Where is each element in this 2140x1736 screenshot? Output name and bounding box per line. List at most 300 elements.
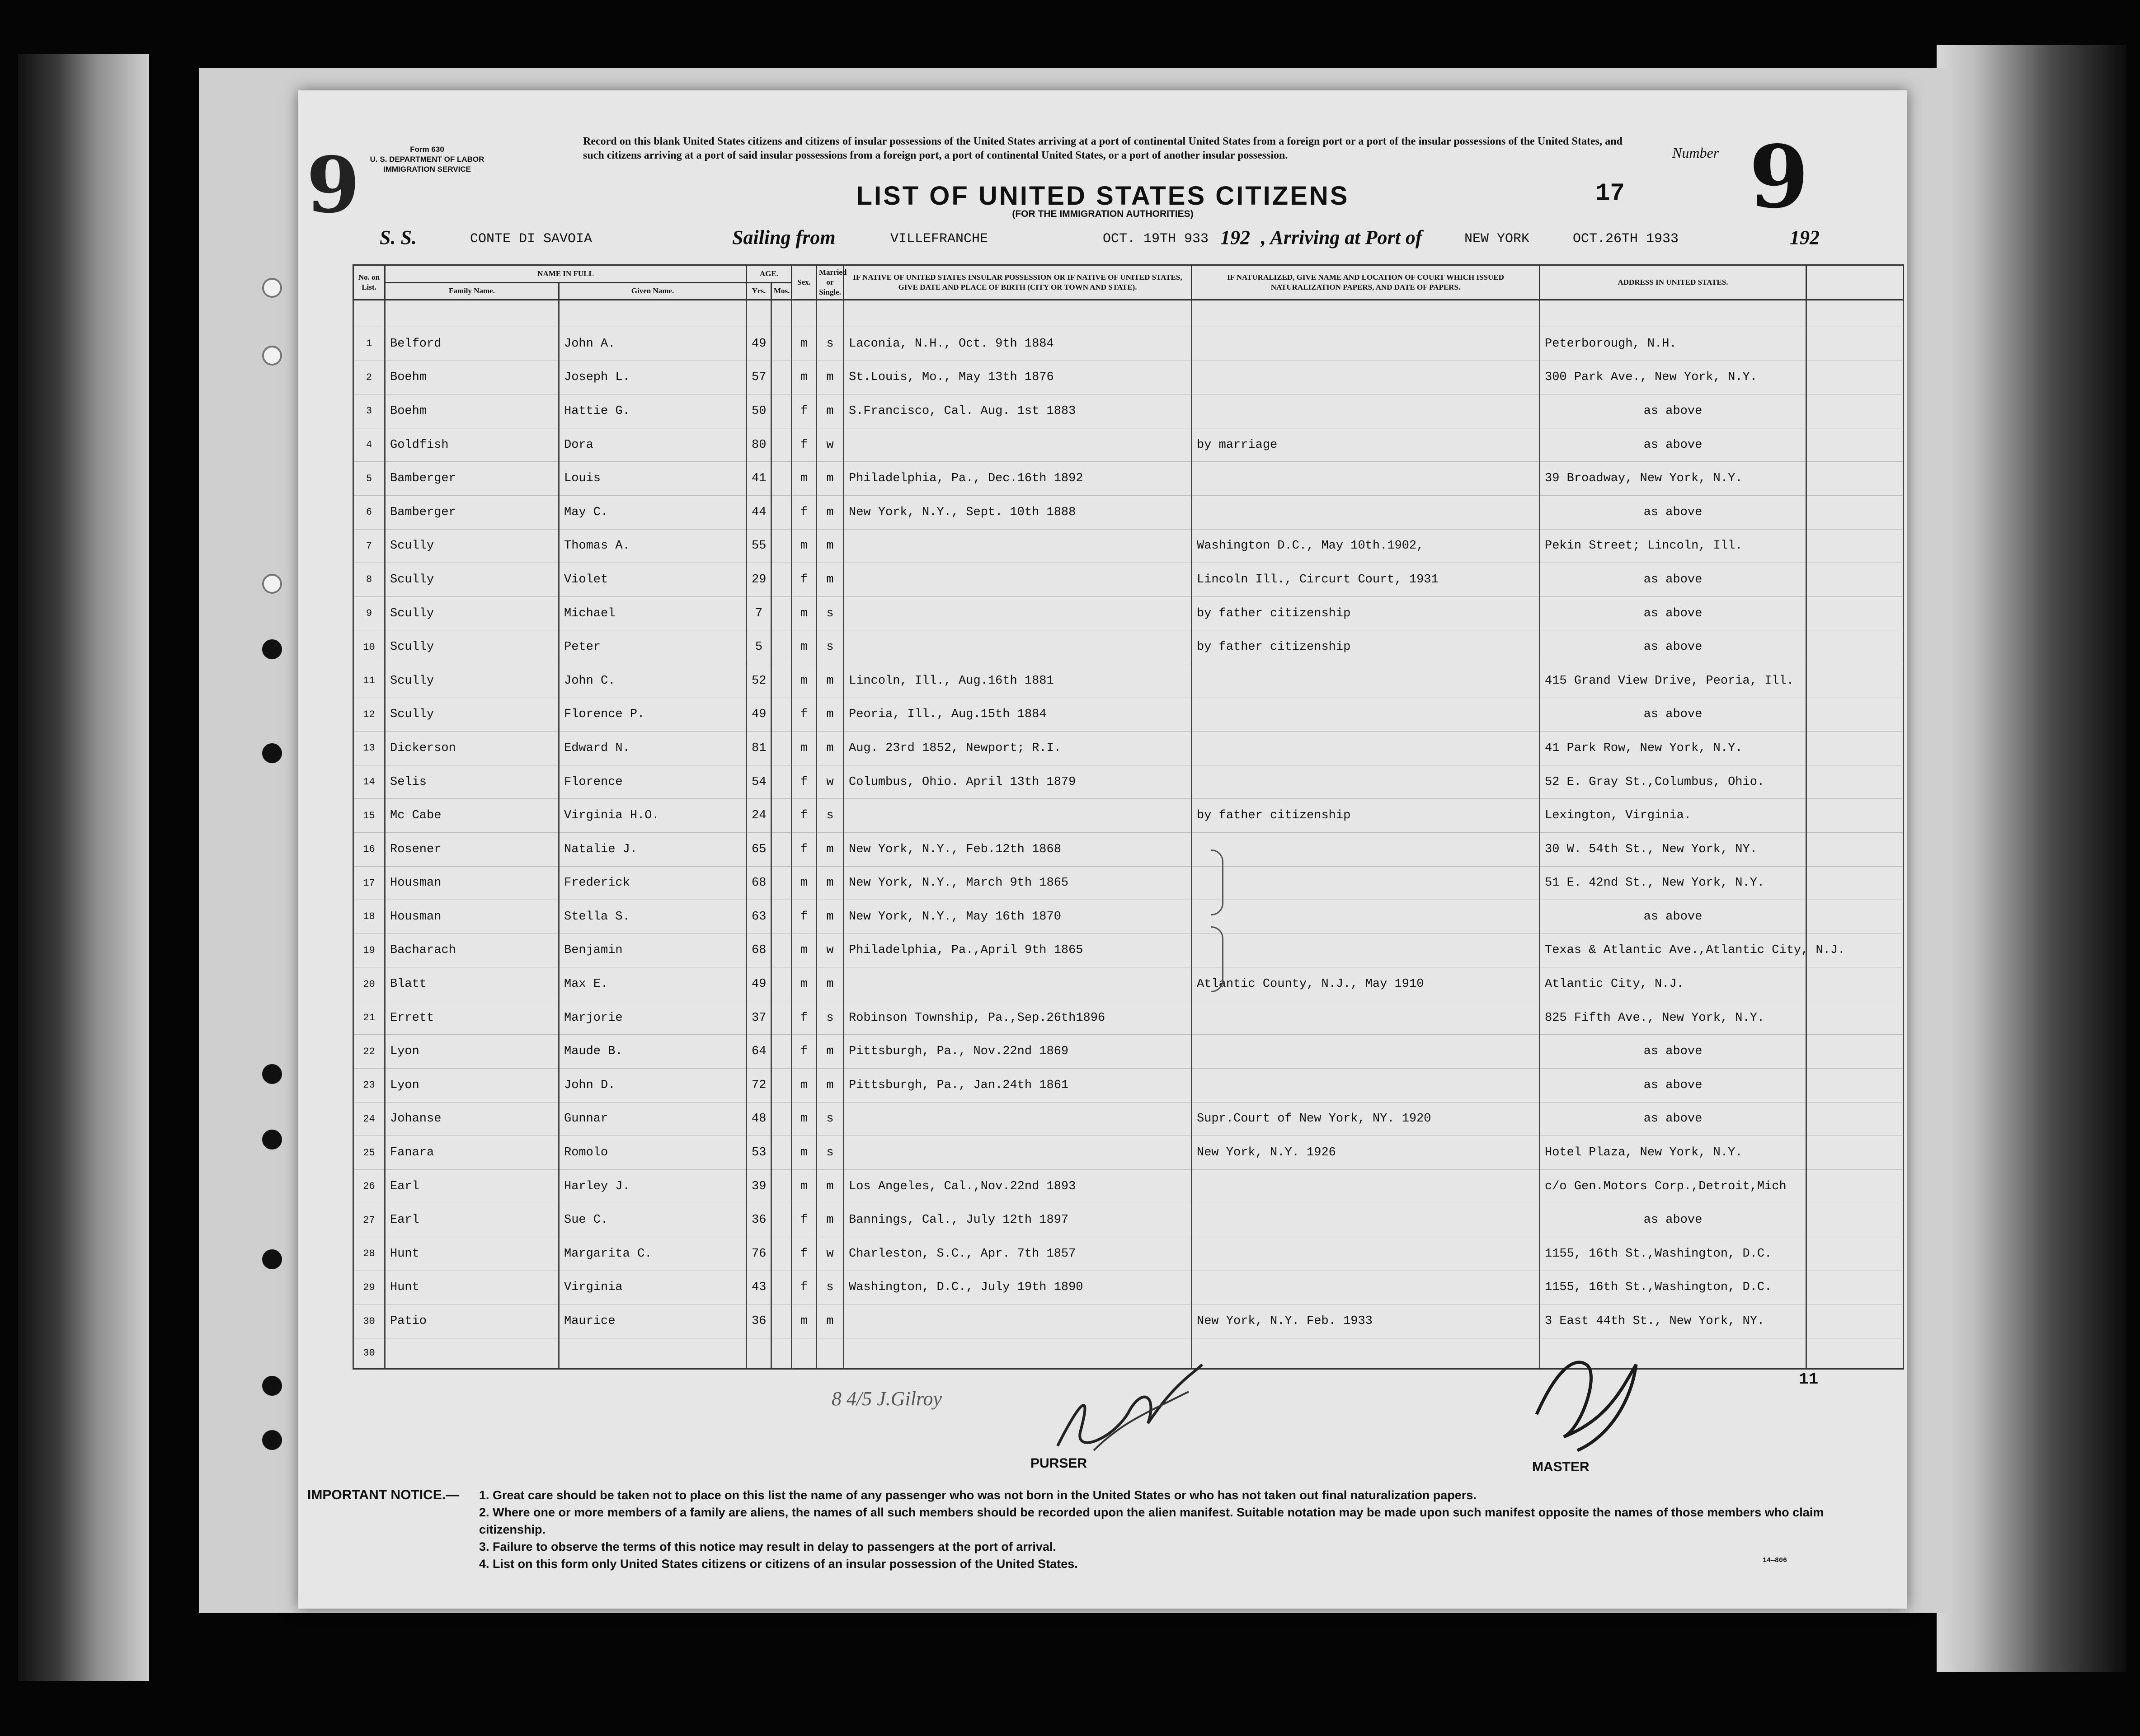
table-row [353,1203,1904,1237]
blank-cell [1806,1102,1904,1136]
birth-cell: Philadelphia, Pa., Dec.16th 1892 [844,462,1192,496]
blank-cell [1806,630,1904,664]
sex-cell: f [792,1237,817,1271]
age-years-cell: 80 [747,428,771,462]
marital-status-cell: s [817,1102,844,1136]
marital-status-cell: s [817,1001,844,1035]
naturalization-cell [1192,866,1540,900]
notice-item: 4. List on this form only United States citizens or citizens of an insular possession of the United States. [479,1557,1078,1571]
blank-cell [1806,563,1904,597]
marital-status-cell: m [817,1304,844,1338]
blank-cell [1806,866,1904,900]
blank-cell [1806,1304,1904,1338]
notice-item: 3. Failure to observe the terms of this notice may result in delay to passengers at the port of arrival. [479,1540,1056,1553]
age-months-cell [771,428,792,462]
address-cell: Atlantic City, N.J. [1540,967,1806,1001]
family-name-cell: Earl [385,1169,559,1203]
naturalization-cell [1192,900,1540,934]
given-name-cell: Michael [559,596,747,630]
sex-cell: f [792,698,817,732]
family-name-cell: Hunt [385,1237,559,1271]
naturalization-cell [1192,832,1540,866]
age-months-cell [771,1169,792,1203]
address-cell: 3 East 44th St., New York, NY. [1540,1304,1806,1338]
naturalization-cell [1192,934,1540,967]
age-months-cell [771,394,792,428]
birth-cell: Bannings, Cal., July 12th 1897 [844,1203,1192,1237]
sailing-port: VILLEFRANCHE [890,231,988,247]
sex-cell: m [792,934,817,967]
given-name-cell: Natalie J. [559,832,747,866]
blank-cell [1806,732,1904,765]
sex-cell: m [792,732,817,765]
header-spacer-row [353,300,1904,327]
table-row [353,732,1904,765]
age-years-cell: 49 [747,698,771,732]
blank-cell [1806,596,1904,630]
table-row [353,900,1904,934]
age-years-cell: 24 [747,799,771,833]
family-name-cell: Bacharach [385,934,559,967]
table-row [353,495,1904,529]
naturalization-cell: Lincoln Ill., Circurt Court, 1931 [1192,563,1540,597]
family-name-cell: Boehm [385,361,559,394]
birth-cell: St.Louis, Mo., May 13th 1876 [844,361,1192,394]
blank-cell [1806,1271,1904,1304]
marital-status-cell: s [817,1136,844,1170]
year-suffix-1: 192 [1220,226,1250,249]
col-birth: IF NATIVE OF UNITED STATES INSULAR POSSESSION OR IF NATIVE OF UNITED STATES, GIVE DATE AND PLACE OF BIRTH (CITY OR TOWN AND STATE). [844,265,1192,300]
address-cell: Lexington, Virginia. [1540,799,1806,833]
blank-cell [1806,1338,1904,1369]
given-name-cell: Joseph L. [559,361,747,394]
row-number: 26 [353,1169,385,1203]
age-months-cell [771,934,792,967]
birth-cell: Pittsburgh, Pa., Jan.24th 1861 [844,1069,1192,1103]
naturalization-cell: by father citizenship [1192,596,1540,630]
naturalization-cell [1192,765,1540,799]
given-name-cell: May C. [559,495,747,529]
form-code: 14—806 [1763,1557,1787,1564]
family-name-cell: Scully [385,529,559,563]
address-cell: 41 Park Row, New York, N.Y. [1540,732,1806,765]
birth-cell: New York, N.Y., Feb.12th 1868 [844,832,1192,866]
notice-body [479,1487,1876,1572]
age-years-cell: 50 [747,394,771,428]
row-number: 27 [353,1203,385,1237]
blank-cell [817,1338,844,1369]
table-row [353,1271,1904,1304]
family-name-cell: Scully [385,698,559,732]
blank-cell [1806,495,1904,529]
service-label: IMMIGRATION SERVICE [383,165,471,174]
address-cell: 52 E. Gray St.,Columbus, Ohio. [1540,765,1806,799]
family-name-cell: Mc Cabe [385,799,559,833]
address-cell: as above [1540,1035,1806,1069]
row-number: 2 [353,361,385,394]
passenger-table [353,264,1904,1370]
marital-status-cell: w [817,428,844,462]
marital-status-cell: w [817,1237,844,1271]
given-name-cell: Gunnar [559,1102,747,1136]
age-months-cell [771,967,792,1001]
blank-cell [747,1338,771,1369]
col-address: ADDRESS IN UNITED STATES. [1540,265,1806,300]
given-name-cell: Peter [559,630,747,664]
given-name-cell: Dora [559,428,747,462]
sex-cell: m [792,630,817,664]
marital-status-cell: m [817,866,844,900]
age-years-cell: 65 [747,832,771,866]
marital-status-cell: m [817,832,844,866]
sex-cell: f [792,900,817,934]
ship-name: CONTE DI SAVOIA [470,231,593,247]
age-years-cell: 36 [747,1203,771,1237]
voyage-line [298,226,1907,253]
address-cell: 51 E. 42nd St., New York, N.Y. [1540,866,1806,900]
birth-cell [844,967,1192,1001]
given-name-cell: Florence P. [559,698,747,732]
address-cell: 300 Park Ave., New York, N.Y. [1540,361,1806,394]
naturalization-cell [1192,1271,1540,1304]
sex-cell: m [792,327,817,361]
row-number: 6 [353,495,385,529]
age-years-cell: 49 [747,967,771,1001]
address-cell: Hotel Plaza, New York, N.Y. [1540,1136,1806,1170]
table-row [353,664,1904,698]
address-cell: as above [1540,900,1806,934]
birth-cell: Columbus, Ohio. April 13th 1879 [844,765,1192,799]
birth-cell: Robinson Township, Pa.,Sep.26th1896 [844,1001,1192,1035]
family-name-cell: Rosener [385,832,559,866]
col-sex: Sex. [792,265,817,300]
family-name-cell: Housman [385,866,559,900]
row-number: 22 [353,1035,385,1069]
birth-cell: Los Angeles, Cal.,Nov.22nd 1893 [844,1169,1192,1203]
table-row [353,630,1904,664]
row-number: 14 [353,765,385,799]
sex-cell: f [792,799,817,833]
naturalization-cell: by marriage [1192,428,1540,462]
birth-cell: Peoria, Ill., Aug.15th 1884 [844,698,1192,732]
row-number: 28 [353,1237,385,1271]
punch-hole [262,639,282,659]
table-row [353,596,1904,630]
family-name-cell: Selis [385,765,559,799]
age-months-cell [771,1035,792,1069]
age-years-cell: 55 [747,529,771,563]
table-row [353,462,1904,496]
page-mark: 11 [1799,1370,1819,1389]
row-number: 10 [353,630,385,664]
address-cell: as above [1540,428,1806,462]
address-cell: Peterborough, N.H. [1540,327,1806,361]
age-months-cell [771,361,792,394]
marital-status-cell: s [817,799,844,833]
marital-status-cell: m [817,462,844,496]
row-number: 9 [353,596,385,630]
marital-status-cell: m [817,563,844,597]
birth-cell [844,1102,1192,1136]
given-name-cell: Violet [559,563,747,597]
age-years-cell: 29 [747,563,771,597]
row-number: 13 [353,732,385,765]
row-number: 23 [353,1069,385,1103]
given-name-cell: Florence [559,765,747,799]
row-number: 3 [353,394,385,428]
family-name-cell: Dickerson [385,732,559,765]
sex-cell: m [792,596,817,630]
sex-cell: f [792,832,817,866]
age-months-cell [771,327,792,361]
naturalization-cell: Supr.Court of New York, NY. 1920 [1192,1102,1540,1136]
family-name-cell: Fanara [385,1136,559,1170]
age-months-cell [771,765,792,799]
age-months-cell [771,495,792,529]
age-years-cell: 49 [747,327,771,361]
birth-cell [844,799,1192,833]
marital-status-cell: m [817,900,844,934]
punch-hole [262,743,282,763]
col-naturalized: IF NATURALIZED, GIVE NAME AND LOCATION OF COURT WHICH ISSUED NATURALIZATION PAPERS, AND DATE OF PAPERS. [1192,265,1540,300]
age-months-cell [771,900,792,934]
birth-cell: New York, N.Y., March 9th 1865 [844,866,1192,900]
birth-cell: New York, N.Y., Sept. 10th 1888 [844,495,1192,529]
family-bracket [1211,926,1223,992]
sex-cell: f [792,1035,817,1069]
age-months-cell [771,630,792,664]
given-name-cell: Max E. [559,967,747,1001]
naturalization-cell [1192,462,1540,496]
notice-item: 2. Where one or more members of a family are aliens, the names of all such members should be recorded upon the alien manifest. Suitable notation may be made upon such manifest opposite the names of those members who claim citizenship. [479,1506,1824,1536]
address-cell: as above [1540,1069,1806,1103]
naturalization-cell [1192,1001,1540,1035]
address-cell: as above [1540,495,1806,529]
sex-cell: m [792,664,817,698]
blank-cell [1806,1069,1904,1103]
age-years-cell: 63 [747,900,771,934]
age-years-cell: 54 [747,765,771,799]
age-months-cell [771,596,792,630]
manifest-page [298,90,1907,1609]
family-name-cell: Johanse [385,1102,559,1136]
naturalization-cell [1192,394,1540,428]
address-cell: c/o Gen.Motors Corp.,Detroit,Mich [1540,1169,1806,1203]
row-number: 4 [353,428,385,462]
table-row [353,1069,1904,1103]
sex-cell: f [792,765,817,799]
col-yrs: Yrs. [747,282,771,300]
sex-cell: f [792,1203,817,1237]
sex-cell: m [792,1102,817,1136]
punch-hole [262,1064,282,1084]
blank-cell [1806,967,1904,1001]
given-name-cell: Hattie G. [559,394,747,428]
naturalization-cell: by father citizenship [1192,799,1540,833]
blank-cell [1806,428,1904,462]
family-name-cell: Housman [385,900,559,934]
marital-status-cell: s [817,327,844,361]
col-given-name: Given Name. [559,282,747,300]
row-number: 30 [353,1304,385,1338]
marital-status-cell: w [817,765,844,799]
table-row [353,394,1904,428]
address-cell: 39 Broadway, New York, N.Y. [1540,462,1806,496]
sailing-date: OCT. 19TH 933 [1103,231,1209,247]
table-row [353,327,1904,361]
given-name-cell: Virginia [559,1271,747,1304]
family-name-cell: Patio [385,1304,559,1338]
blank-cell [1806,664,1904,698]
sex-cell: m [792,1304,817,1338]
table-row [353,698,1904,732]
family-name-cell: Scully [385,664,559,698]
table-row [353,967,1904,1001]
given-name-cell: Benjamin [559,934,747,967]
age-years-cell: 41 [747,462,771,496]
blank-cell [1806,327,1904,361]
age-months-cell [771,563,792,597]
form-meta [355,145,499,174]
given-name-cell: Edward N. [559,732,747,765]
age-years-cell: 7 [747,596,771,630]
given-name-cell: Thomas A. [559,529,747,563]
marital-status-cell: s [817,630,844,664]
age-months-cell [771,1271,792,1304]
blank-cell [1806,698,1904,732]
given-name-cell: John C. [559,664,747,698]
marital-status-cell: m [817,967,844,1001]
sex-cell: m [792,967,817,1001]
family-name-cell: Hunt [385,1271,559,1304]
naturalization-cell [1192,495,1540,529]
table-row [353,799,1904,833]
marital-status-cell: m [817,394,844,428]
col-name-in-full: NAME IN FULL [385,265,747,283]
age-months-cell [771,1069,792,1103]
given-name-cell: Stella S. [559,900,747,934]
blank-cell [559,1338,747,1369]
table-row [353,1237,1904,1271]
family-name-cell: Lyon [385,1069,559,1103]
family-name-cell: Scully [385,630,559,664]
age-months-cell [771,1001,792,1035]
naturalization-cell [1192,1237,1540,1271]
age-months-cell [771,799,792,833]
marital-status-cell: m [817,1069,844,1103]
marital-status-cell: m [817,664,844,698]
blank-cell [1806,1203,1904,1237]
age-months-cell [771,866,792,900]
birth-cell [844,1304,1192,1338]
table-row [353,1102,1904,1136]
table-row [353,1304,1904,1338]
naturalization-cell [1192,1203,1540,1237]
sex-cell: m [792,361,817,394]
family-name-cell: Boehm [385,394,559,428]
age-years-cell: 81 [747,732,771,765]
ss-label: S. S. [380,226,417,249]
marital-status-cell: m [817,1169,844,1203]
age-years-cell: 52 [747,664,771,698]
row-number: 17 [353,866,385,900]
marital-status-cell: m [817,529,844,563]
naturalization-cell [1192,1069,1540,1103]
birth-cell: S.Francisco, Cal. Aug. 1st 1883 [844,394,1192,428]
given-name-cell: Frederick [559,866,747,900]
family-name-cell: Scully [385,563,559,597]
birth-cell: New York, N.Y., May 16th 1870 [844,900,1192,934]
sex-cell: f [792,563,817,597]
sex-cell: m [792,462,817,496]
sex-cell: f [792,1001,817,1035]
age-months-cell [771,529,792,563]
age-years-cell: 64 [747,1035,771,1069]
form-label: Form 630 [410,145,444,154]
table-row [353,832,1904,866]
department-label: U. S. DEPARTMENT OF LABOR [370,155,484,164]
birth-cell [844,630,1192,664]
row-number: 21 [353,1001,385,1035]
row-number: 8 [353,563,385,597]
marital-status-cell: m [817,698,844,732]
address-cell: as above [1540,563,1806,597]
table-row [353,765,1904,799]
record-note: Record on this blank United States citizens and citizens of insular possessions of the United States arriving at a port of continental United States from a foreign port or a port of the insular possessions of the United States, and such citizens arriving at a port of said insular possessions from a foreign port, a port of continental United States, or a port of another insular possession. [583,136,1623,161]
row-number: 7 [353,529,385,563]
sex-cell: m [792,1069,817,1103]
birth-cell: Laconia, N.H., Oct. 9th 1884 [844,327,1192,361]
age-years-cell: 36 [747,1304,771,1338]
blank-cell [792,1338,817,1369]
address-cell: 415 Grand View Drive, Peoria, Ill. [1540,664,1806,698]
row-number: 24 [353,1102,385,1136]
address-cell: as above [1540,596,1806,630]
blank-cell [1806,1169,1904,1203]
age-months-cell [771,732,792,765]
age-years-cell: 68 [747,866,771,900]
naturalization-cell [1192,698,1540,732]
marital-status-cell: m [817,732,844,765]
birth-cell: Philadelphia, Pa.,April 9th 1865 [844,934,1192,967]
given-name-cell: John D. [559,1069,747,1103]
address-cell: Pekin Street; Lincoln, Ill. [1540,529,1806,563]
naturalization-cell [1192,664,1540,698]
given-name-cell: Maurice [559,1304,747,1338]
table-row [353,361,1904,394]
row-number: 18 [353,900,385,934]
address-cell: 825 Fifth Ave., New York, N.Y. [1540,1001,1806,1035]
given-name-cell: John A. [559,327,747,361]
family-name-cell: Earl [385,1203,559,1237]
naturalization-cell: by father citizenship [1192,630,1540,664]
naturalization-cell [1192,732,1540,765]
family-bracket [1211,849,1223,915]
birth-cell: Aug. 23rd 1852, Newport; R.I. [844,732,1192,765]
family-name-cell: Blatt [385,967,559,1001]
given-name-cell: Louis [559,462,747,496]
blank-cell [1806,832,1904,866]
family-name-cell: Goldfish [385,428,559,462]
birth-cell [844,563,1192,597]
form-number-big: 9 [306,140,360,230]
scan-edge-left [18,54,149,1681]
sailing-label: Sailing from [732,226,836,249]
family-name-cell: Scully [385,596,559,630]
family-name-cell: Errett [385,1001,559,1035]
given-name-cell: Harley J. [559,1169,747,1203]
blank-cell [1806,799,1904,833]
